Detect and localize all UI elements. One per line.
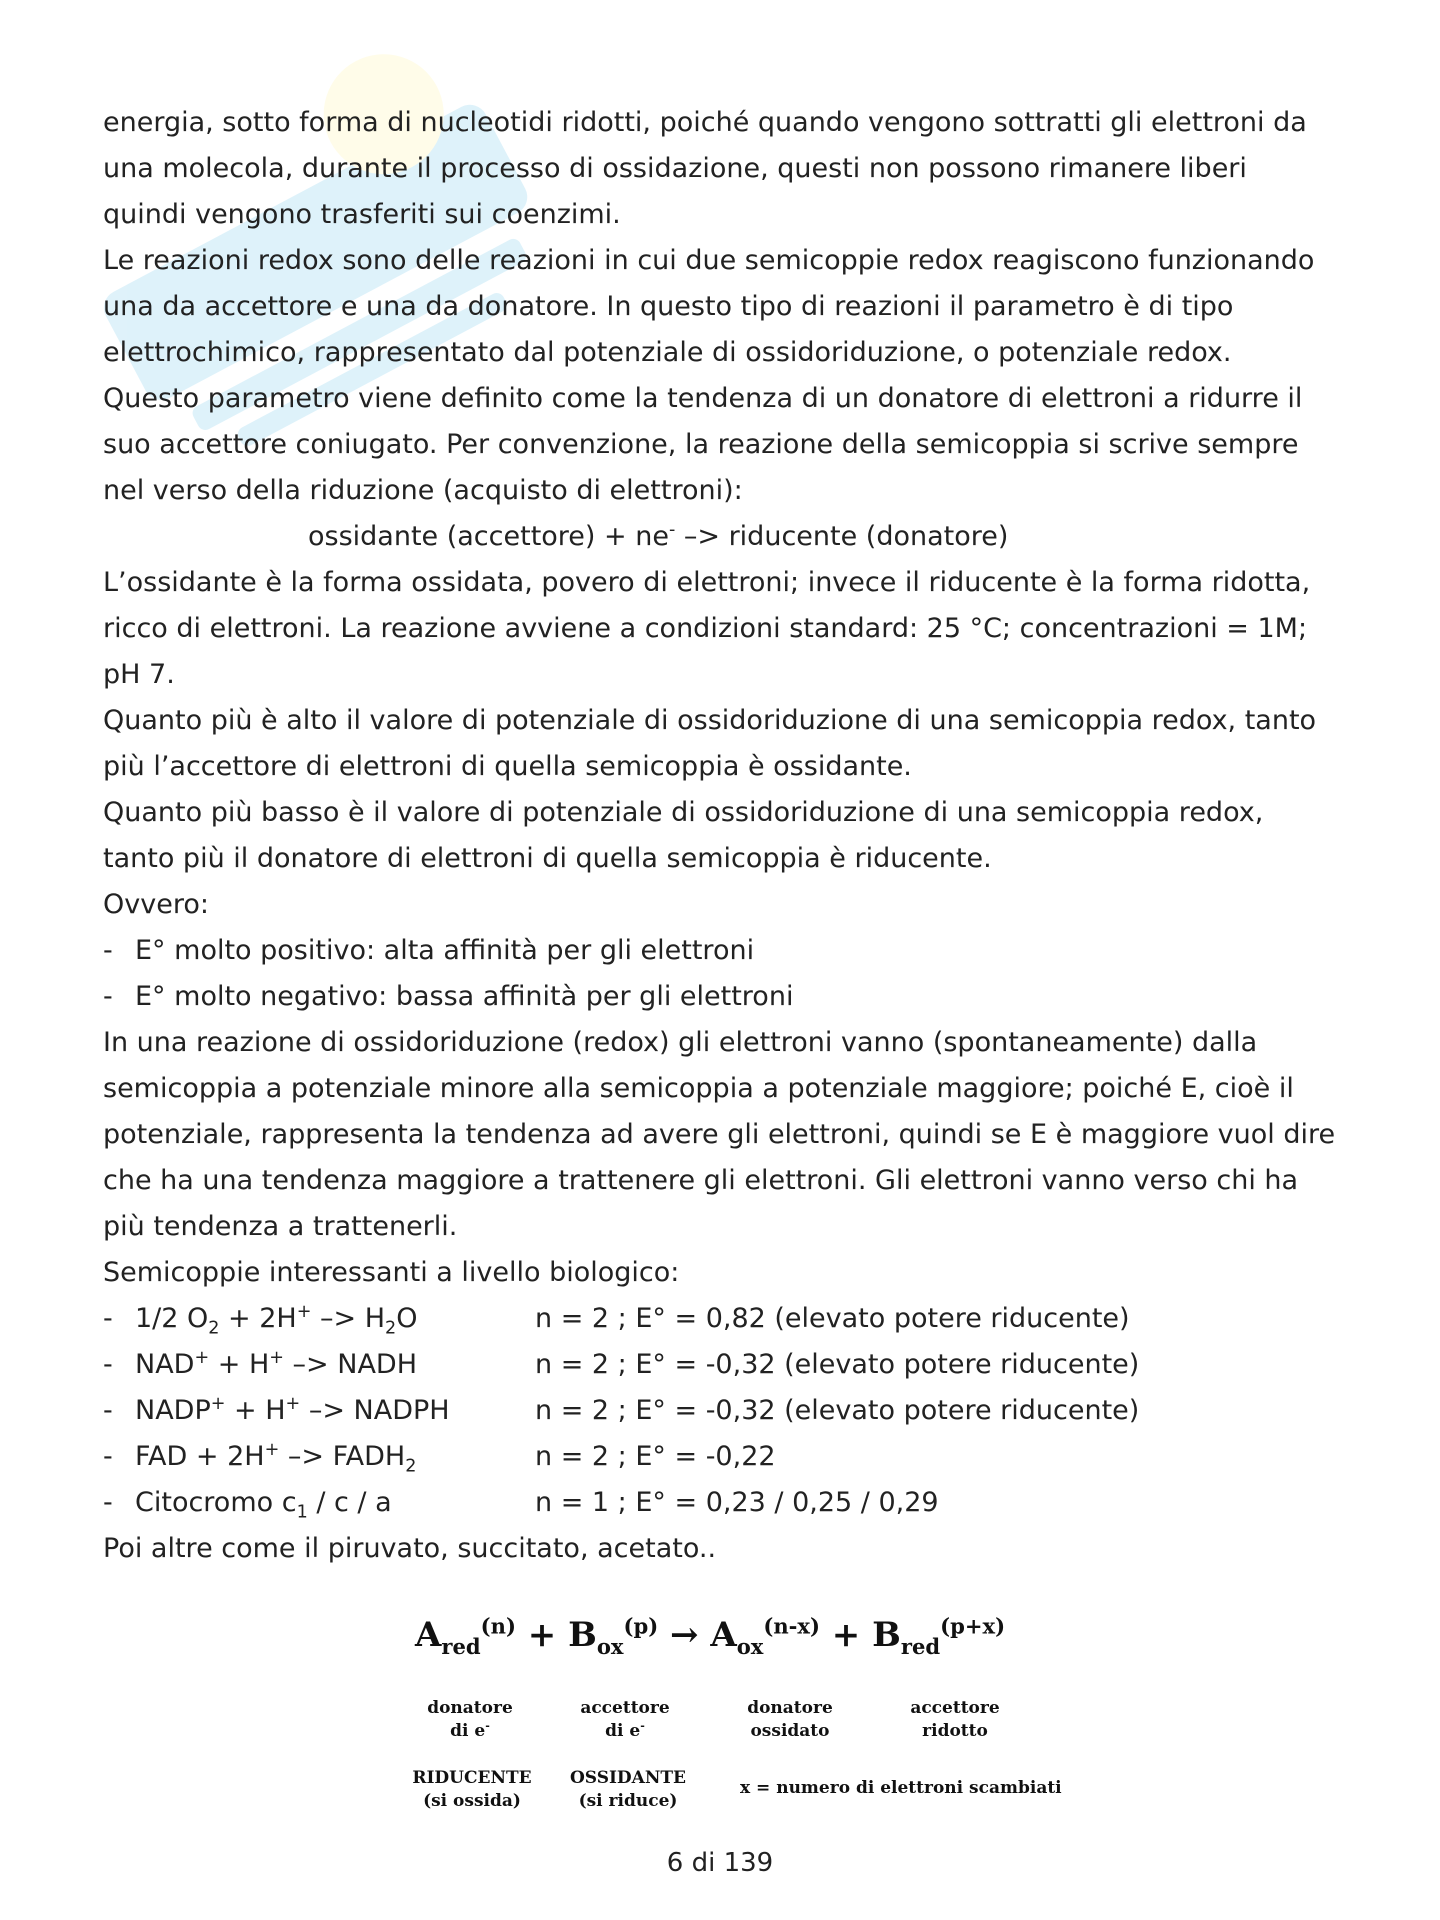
semicoppia-item: - NADP+ + H+ –> NADPH n = 2 ; E° = -0,32 (elevato potere riducente) [103,1388,1363,1434]
text-line: energia, sotto forma di nucleotidi ridotti, poiché quando vengono sottratti gli elettroni da [103,107,1307,138]
text-line: nel verso della riduzione (acquisto di elettroni): [103,475,743,506]
document-body [103,100,1363,1572]
label-donatore: donatore di e- [427,1698,513,1741]
semicoppia-value: n = 1 ; E° = 0,23 / 0,25 / 0,29 [535,1487,939,1518]
label-riducente: RIDUCENTE (si ossida) [412,1768,532,1811]
paragraph-param [103,376,1363,514]
bullet-item: - E° molto negativo: bassa affinità per gli elettroni [103,981,794,1012]
redox-general-formula: $A_{red}^{(n)} + B_{ox}^{(p)} \to A_{ox}^{(n-x)} + B_{red}^{(p+x)}$ [415,1613,1006,1659]
text-line: tanto più il donatore di elettroni di quella semicoppia è riducente. [103,843,992,874]
text-line: suo accettore coniugato. Per convenzione, la reazione della semicoppia si scrive sempre [103,429,1299,460]
semicoppia-item: - NAD+ + H+ –> NADH n = 2 ; E° = -0,32 (elevato potere riducente) [103,1342,1363,1388]
ovvero-line: Ovvero: [103,889,209,920]
text-line: potenziale, rappresenta la tendenza ad avere gli elettroni, quindi se E è maggiore vuol dire [103,1119,1336,1150]
semicoppia-value: n = 2 ; E° = 0,82 (elevato potere riducente) [535,1303,1130,1334]
text-line: una molecola, durante il processo di ossidazione, questi non possono rimanere liberi [103,153,1247,184]
semicoppia-item: - FAD + $2H^+ -> FADH_2$ n = 2 ; E° = -0,22 [103,1434,1363,1480]
semicoppia-reaction: 1/2 $O_2 + 2H^+ -> H_2O$ [135,1302,418,1339]
redox-scheme-figure [412,1613,1115,1825]
page-number: 6 di 139 [666,1848,774,1878]
bullet-item: - E° molto positivo: alta affinità per gli elettroni [103,935,755,966]
equation-sup: - [668,520,676,540]
label-accettore-ridotto: accettore ridotto [910,1698,1000,1741]
text-line: quindi vengono trasferiti sui coenzimi. [103,199,621,230]
semicoppie-title: Semicoppie interessanti a livello biologico: [103,1257,680,1288]
semicoppia-reaction: Citocromo $c_1$ / c / a [135,1487,392,1523]
text-line: Le reazioni redox sono delle reazioni in cui due semicoppie redox reagiscono funzionando [103,245,1315,276]
label-accettore: accettore di e- [580,1698,670,1741]
semicoppia-reaction: NADP+ + H+ –> NADPH [135,1394,450,1426]
semicoppia-reaction: NAD+ + H+ –> NADH [135,1348,418,1380]
paragraph-alto [103,698,1363,790]
equation-right: –> riducente (donatore) [675,521,1009,552]
semicoppie-list [103,1296,1363,1526]
paragraph-ossidante [103,560,1363,698]
label-donatore-ossidato: donatore ossidato [747,1698,833,1741]
paragraph-redox [103,238,1363,376]
semicoppia-value: n = 2 ; E° = -0,22 [535,1441,776,1472]
text-line: semicoppia a potenziale minore alla semicoppia a potenziale maggiore; poiché E, cioè il [103,1073,1294,1104]
bullet-text: E° molto negativo: bassa affinità per gli elettroni [135,981,794,1012]
text-line: Quanto più è alto il valore di potenziale di ossidoriduzione di una semicoppia redox, tanto [103,705,1317,736]
text-line: L’ossidante è la forma ossidata, povero di elettroni; invece il riducente è la forma ridotta, [103,567,1311,598]
text-line: Questo parametro viene definito come la tendenza di un donatore di elettroni a ridurre il [103,383,1303,414]
bullet-text: E° molto positivo: alta affinità per gli elettroni [135,935,755,966]
semicoppia-reaction: FAD + $2H^+ -> FADH_2$ [135,1440,417,1477]
text-line: elettrochimico, rappresentato dal potenziale di ossidoriduzione, o potenziale redox. [103,337,1232,368]
others-line: Poi altre come il piruvato, succitato, acetato.. [103,1533,717,1564]
semicoppia-value: n = 2 ; E° = -0,32 (elevato potere riducente) [535,1349,1140,1380]
text-line: che ha una tendenza maggiore a trattenere gli elettroni. Gli elettroni vanno verso chi ha [103,1165,1299,1196]
text-line: In una reazione di ossidoriduzione (redox) gli elettroni vanno (spontaneamente) dalla [103,1027,1258,1058]
paragraph-basso [103,790,1363,882]
equation-left: ossidante (accettore) + ne [308,521,669,552]
text-line: pH 7. [103,659,175,690]
label-ossidante: OSSIDANTE (si riduce) [569,1768,687,1811]
text-line: ricco di elettroni. La reazione avviene a condizioni standard: 25 °C; concentrazioni = 1M; [103,613,1308,644]
semicoppia-item: - 1/2 $O_2 + 2H^+ -> H_2O$ n = 2 ; E° = 0,82 (elevato potere riducente) [103,1296,1363,1342]
paragraph-intro [103,100,1363,238]
text-line: più tendenza a trattenerli. [103,1211,458,1242]
semicoppia-item: - Citocromo $c_1$ / c / a n = 1 ; E° = 0,23 / 0,25 / 0,29 [103,1480,1363,1526]
semicoppia-value: n = 2 ; E° = -0,32 (elevato potere riducente) [535,1395,1140,1426]
text-line: una da accettore e una da donatore. In questo tipo di reazioni il parametro è di tipo [103,291,1234,322]
text-line: più l’accettore di elettroni di quella semicoppia è ossidante. [103,751,912,782]
text-line: Quanto più basso è il valore di potenziale di ossidoriduzione di una semicoppia redox, [103,797,1264,828]
half-reaction-equation [103,514,1363,560]
label-x-note: x = numero di elettroni scambiati [740,1778,1062,1798]
paragraph-flow [103,1020,1363,1250]
